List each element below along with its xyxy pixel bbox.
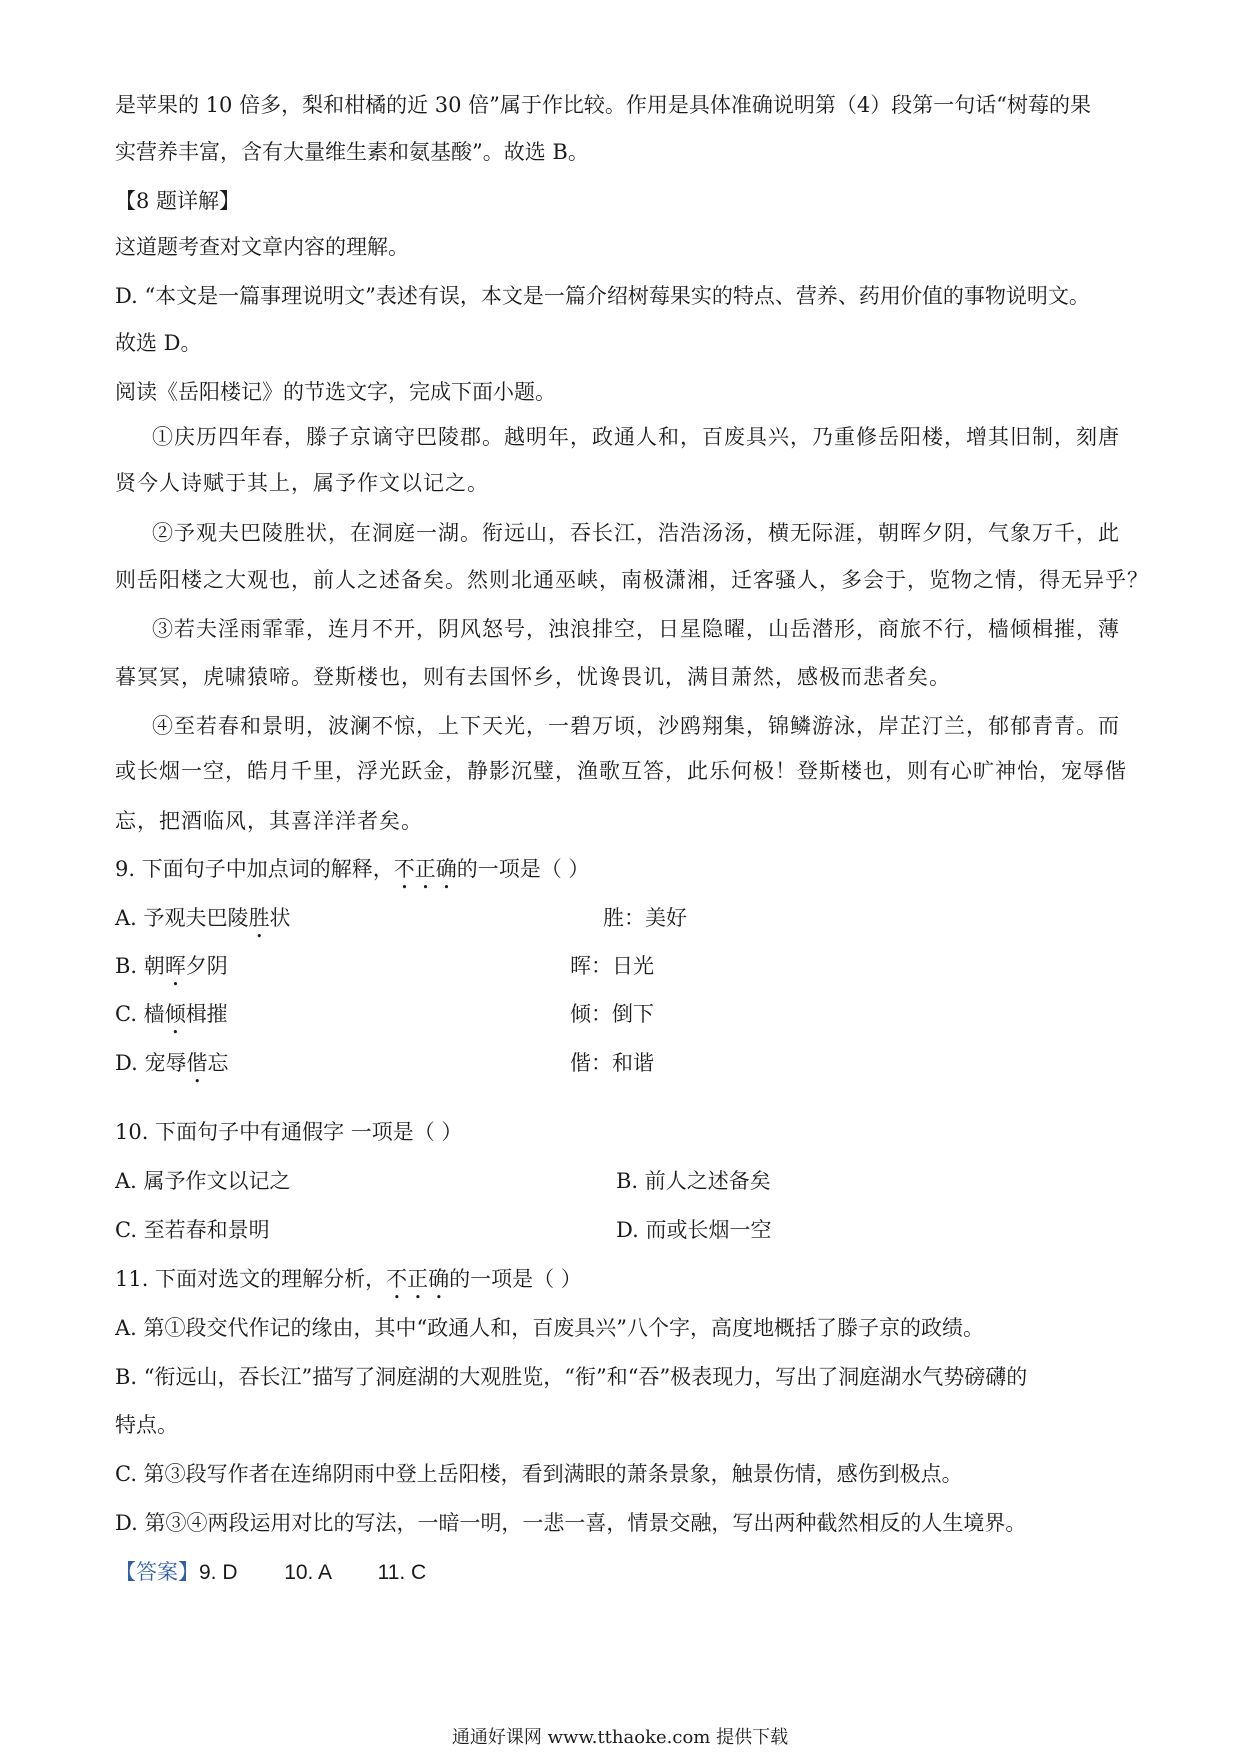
option-label: C. [115, 1002, 137, 1026]
option-text: 予观夫巴陵 [143, 906, 249, 930]
option-text: 宠辱 [144, 1051, 187, 1075]
option-label: B. [616, 1169, 639, 1193]
reading-instruction: 阅读《岳阳楼记》的节选文字，完成下面小题。 [115, 380, 556, 404]
question-9-stem [115, 854, 589, 894]
q9-option-a [115, 903, 291, 943]
option-text: 樯 [143, 1002, 165, 1026]
stem-text: 的一项是（ ） [449, 1267, 582, 1291]
q9-gloss-d: 偕：和谐 [570, 1051, 654, 1075]
answer-text: 9. D 10. A 11. C [199, 1561, 427, 1584]
text-line: 是苹果的 10 倍多，梨和柑橘的近 30 倍”属于作比较。作用是具体准确说明第（4）段第一句话“树莓的果 [115, 93, 1091, 117]
option-text: 夕阴 [185, 954, 228, 978]
q9-option-c [115, 999, 228, 1039]
question-11-stem [115, 1264, 582, 1304]
q9-option-d [115, 1048, 228, 1088]
section-heading: 【8 题详解】 [115, 189, 241, 213]
q9-gloss-b: 晖：日光 [570, 954, 654, 978]
answer-line [115, 1557, 426, 1588]
option-label: C. [115, 1218, 137, 1242]
q10-option-c [115, 1215, 270, 1245]
emphasis-text: 不正确 [393, 857, 457, 881]
dotted-word: 倾 [164, 1002, 186, 1026]
passage-line: 则岳阳楼之大观也，前人之述备矣。然则北通巫峡，南极潇湘，迁客骚人，多会于，览物之情，得无异乎？ [115, 568, 1149, 592]
footer-watermark: 通通好课网 www.tthaoke.com 提供下载 [451, 1727, 789, 1748]
q10-option-b [616, 1166, 771, 1196]
question-10-stem: 10. 下面句子中有通假字 一项是（ ） [115, 1120, 463, 1144]
passage-line: ④至若春和景明，波澜不惊，上下天光，一碧万顷，沙鸥翔集，锦鳞游泳，岸芷汀兰，郁郁青青。而 [152, 714, 1120, 738]
q9-gloss-a: 胜：美好 [603, 906, 687, 930]
option-text: 楫摧 [185, 1002, 228, 1026]
dotted-word: 晖 [164, 954, 186, 978]
option-text: 而或长烟一空 [645, 1218, 772, 1242]
option-text: 朝 [143, 954, 165, 978]
option-label: A. [115, 1169, 137, 1193]
q9-gloss-c: 倾：倒下 [570, 1002, 654, 1026]
passage-line: 暮冥冥，虎啸猿啼。登斯楼也，则有去国怀乡，忧谗畏讥，满目萧然，感极而悲者矣。 [115, 665, 951, 689]
q11-option-d: D. 第③④两段运用对比的写法，一暗一明，一悲一喜，情景交融，写出两种截然相反的人生境界。 [115, 1511, 1027, 1535]
passage-line: 贤今人诗赋于其上，属予作文以记之。 [115, 471, 489, 495]
option-label: D. [616, 1218, 639, 1242]
passage-line: 忘，把酒临风，其喜洋洋者矣。 [115, 809, 423, 833]
option-text: 忘 [207, 1051, 229, 1075]
option-text: 前人之述备矣 [644, 1169, 771, 1193]
emphasis-text: 不正确 [386, 1267, 450, 1291]
passage-line: ③若夫淫雨霏霏，连月不开，阴风怒号，浊浪排空，日星隐曜，山岳潜形，商旅不行，樯倾楫摧，薄 [152, 617, 1120, 641]
option-text: 属予作文以记之 [143, 1169, 291, 1193]
stem-text: 11. 下面对选文的理解分析， [115, 1267, 387, 1291]
stem-text: 的一项是（ ） [456, 857, 590, 881]
text-line: 这道题考查对文章内容的理解。 [115, 235, 409, 259]
option-text: 状 [269, 906, 291, 930]
option-label: A. [115, 906, 137, 930]
option-text: 至若春和景明 [143, 1218, 270, 1242]
passage-line: ①庆历四年春，滕子京谪守巴陵郡。越明年，政通人和，百废具兴，乃重修岳阳楼，增其旧制，刻唐 [152, 425, 1120, 449]
q10-option-a [115, 1166, 291, 1196]
q10-option-d [616, 1215, 771, 1245]
passage-line: 或长烟一空，皓月千里，浮光跃金，静影沉璧，渔歌互答，此乐何极！登斯楼也，则有心旷神怡，宠辱偕 [115, 759, 1127, 783]
text-line: D. “本文是一篇事理说明文”表述有误，本文是一篇介绍树莓果实的特点、营养、药用价值的事物说明文。 [115, 284, 1090, 308]
option-label: D. [115, 1051, 138, 1075]
stem-text: 9. 下面句子中加点词的解释， [115, 857, 394, 881]
text-line: 实营养丰富，含有大量维生素和氨基酸”。故选 B。 [115, 140, 589, 164]
dotted-word: 胜 [248, 906, 270, 930]
q11-option-b: B. “衔远山，吞长江”描写了洞庭湖的大观胜览，“衔”和“吞”极表现力，写出了洞庭湖水气势磅礴的 [115, 1365, 1028, 1389]
answer-tag: 【答案】 [115, 1560, 199, 1584]
dotted-word: 偕 [186, 1051, 208, 1075]
q11-option-b-cont: 特点。 [115, 1413, 178, 1437]
q11-option-a: A. 第①段交代作记的缘由，其中“政通人和，百废具兴”八个字，高度地概括了滕子京的政绩。 [115, 1316, 984, 1340]
option-label: B. [115, 954, 138, 978]
q9-option-b [115, 951, 228, 991]
q11-option-c: C. 第③段写作者在连绵阴雨中登上岳阳楼，看到满眼的萧条景象，触景伤情，感伤到极点。 [115, 1462, 963, 1486]
passage-line: ②予观夫巴陵胜状，在洞庭一湖。衔远山，吞长江，浩浩汤汤，横无际涯，朝晖夕阴，气象万千，此 [152, 521, 1120, 545]
text-line: 故选 D。 [115, 331, 202, 355]
